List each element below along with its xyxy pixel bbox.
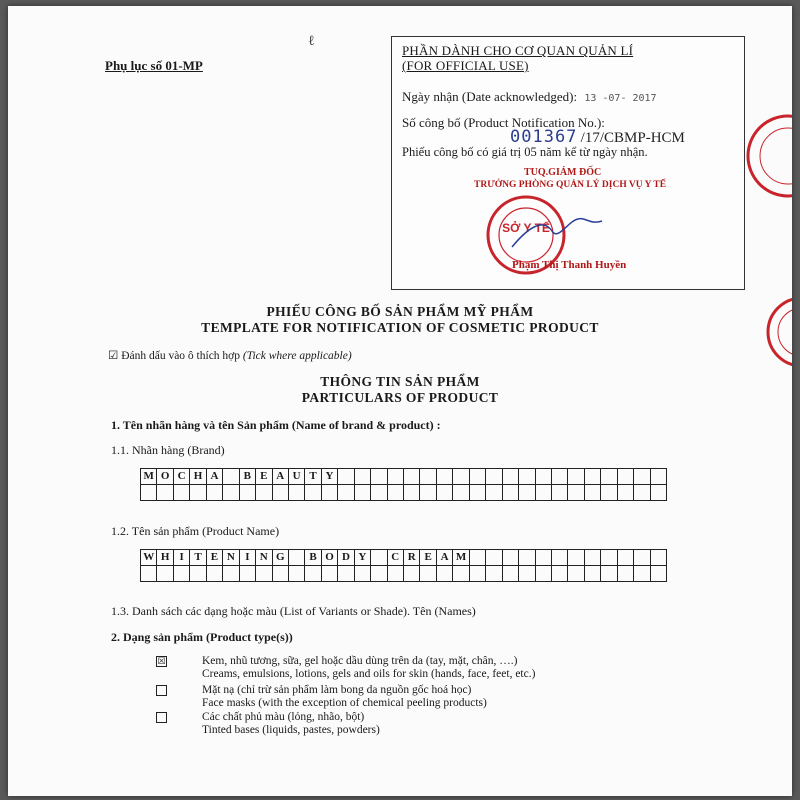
letter-cell: [371, 550, 387, 566]
letter-cell: I: [174, 550, 190, 566]
product-name-label: 1.2. Tên sản phẩm (Product Name): [111, 524, 280, 538]
letter-cell: [404, 485, 420, 501]
letter-cell: [552, 550, 568, 566]
letter-cell: [651, 469, 667, 485]
letter-cell: [453, 566, 469, 582]
letter-cell: [355, 485, 371, 501]
tick-instruction: [108, 348, 352, 362]
letter-cell: [470, 485, 486, 501]
letter-cell: U: [289, 469, 305, 485]
letter-cell: [289, 566, 305, 582]
product-type-vi: Kem, nhũ tương, sữa, gel hoặc dầu dùng trên da (tay, mặt, chân, ….): [202, 655, 518, 667]
letter-cell: [651, 485, 667, 501]
letter-cell: [585, 550, 601, 566]
letter-cell: [601, 566, 617, 582]
letter-cell: H: [190, 469, 206, 485]
letter-cell: [568, 469, 584, 485]
letter-cell: [256, 566, 272, 582]
letter-cell: [141, 566, 157, 582]
letter-cell: [568, 550, 584, 566]
notification-label: Số công bố (Product Notification No.):: [402, 115, 605, 130]
letter-cell: [634, 566, 650, 582]
official-seal-icon: [478, 185, 606, 287]
letter-cell: [552, 485, 568, 501]
letter-cell: [470, 469, 486, 485]
letter-cell: [190, 566, 206, 582]
letter-cell: [470, 566, 486, 582]
letter-cell: [503, 469, 519, 485]
signer-name: Phạm Thị Thanh Huyền: [512, 259, 627, 271]
letter-cell: [453, 469, 469, 485]
letter-cell: [601, 485, 617, 501]
letter-cell: [519, 550, 535, 566]
letter-cell: [240, 566, 256, 582]
letter-cell: [190, 485, 206, 501]
signer-org: TRƯỞNG PHÒNG QUẢN LÝ DỊCH VỤ Y TẾ: [474, 180, 667, 190]
tick-instruction-en: (Tick where applicable): [242, 350, 352, 362]
letter-cell: [486, 469, 502, 485]
letter-cell: [634, 485, 650, 501]
letter-cell: [437, 469, 453, 485]
product-type-checkbox[interactable]: [156, 685, 167, 696]
notification-suffix: /17/CBMP-HCM: [580, 130, 685, 146]
letter-cell: [420, 485, 436, 501]
letter-cell: [552, 566, 568, 582]
document-page: [8, 6, 792, 796]
letter-cell: [634, 469, 650, 485]
product-type-en: Creams, emulsions, lotions, gels and oils for skin (hands, face, feet, etc.): [202, 668, 536, 680]
letter-cell: [618, 485, 634, 501]
letter-cell: A: [273, 469, 289, 485]
official-use-box: [391, 36, 745, 290]
letter-cell: [470, 550, 486, 566]
notification-number: 001367: [510, 127, 578, 147]
date-acknowledged-label: Ngày nhận (Date acknowledged):: [402, 89, 578, 104]
letter-cell: [223, 566, 239, 582]
letter-cell: M: [453, 550, 469, 566]
letter-cell: B: [240, 469, 256, 485]
letter-cell: [618, 469, 634, 485]
validity-text: Phiếu công bố có giá trị 05 năm kể từ ngày nhận.: [402, 145, 648, 159]
letter-cell: E: [207, 550, 223, 566]
notification-number-row: [510, 127, 685, 147]
letter-cell: [322, 485, 338, 501]
letter-cell: I: [240, 550, 256, 566]
letter-cell: [404, 469, 420, 485]
handwritten-mark: ℓ: [308, 34, 315, 49]
letter-cell: [453, 485, 469, 501]
letter-cell: [371, 566, 387, 582]
seal-text: SỞ Y TẾ: [502, 221, 550, 235]
letter-cell: [273, 485, 289, 501]
particulars-title-vi: THÔNG TIN SẢN PHẨM: [320, 374, 480, 389]
letter-cell: [289, 485, 305, 501]
letter-cell: [486, 550, 502, 566]
letter-cell: N: [223, 550, 239, 566]
letter-cell: Y: [322, 469, 338, 485]
product-type-item[interactable]: [156, 711, 380, 737]
letter-cell: [536, 469, 552, 485]
letter-cell: G: [273, 550, 289, 566]
letter-cell: [223, 469, 239, 485]
letter-cell: [420, 469, 436, 485]
letter-cell: [503, 485, 519, 501]
letter-cell: [371, 469, 387, 485]
letter-cell: [355, 566, 371, 582]
letter-cell: [536, 550, 552, 566]
letter-cell: [585, 469, 601, 485]
section-2-heading: 2. Dạng sản phẩm (Product type(s)): [111, 630, 293, 644]
letter-cell: [519, 469, 535, 485]
letter-cell: [601, 550, 617, 566]
letter-cell: [618, 550, 634, 566]
letter-cell: [519, 485, 535, 501]
letter-cell: W: [141, 550, 157, 566]
brand-label: 1.1. Nhãn hàng (Brand): [111, 443, 225, 457]
letter-cell: [338, 485, 354, 501]
letter-cell: [256, 485, 272, 501]
date-acknowledged-row: [402, 89, 657, 105]
letter-cell: [322, 566, 338, 582]
tick-instruction-vi: Đánh dấu vào ô thích hợp: [121, 350, 241, 362]
product-type-en: Tinted bases (liquids, pastes, powders): [202, 724, 380, 736]
letter-cell: [289, 550, 305, 566]
letter-cell: [651, 566, 667, 582]
letter-cell: N: [256, 550, 272, 566]
letter-cell: [355, 469, 371, 485]
letter-cell: O: [322, 550, 338, 566]
letter-cell: [338, 566, 354, 582]
letter-cell: [519, 566, 535, 582]
letter-cell: A: [207, 469, 223, 485]
letter-cell: [585, 566, 601, 582]
letter-cell: B: [305, 550, 321, 566]
letter-cell: [486, 485, 502, 501]
letter-cell: [223, 485, 239, 501]
letter-cell: [634, 550, 650, 566]
template-title-vi: PHIẾU CÔNG BỐ SẢN PHẨM MỸ PHẨM: [266, 304, 534, 319]
letter-cell: T: [305, 469, 321, 485]
letter-cell: R: [404, 550, 420, 566]
product-name-grid: [140, 549, 667, 582]
letter-cell: [503, 550, 519, 566]
date-acknowledged-value: 13 -07- 2017: [584, 93, 657, 104]
official-box-title: [402, 43, 633, 73]
letter-cell: E: [420, 550, 436, 566]
particulars-title-en: PARTICULARS OF PRODUCT: [301, 390, 499, 405]
product-type-item[interactable]: [156, 655, 535, 681]
letter-cell: [420, 566, 436, 582]
letter-cell: [536, 566, 552, 582]
product-type-checkbox[interactable]: [156, 712, 167, 723]
letter-cell: [174, 566, 190, 582]
letter-cell: D: [338, 550, 354, 566]
letter-cell: [338, 469, 354, 485]
letter-cell: [651, 550, 667, 566]
product-type-vi: Các chất phủ màu (lỏng, nhão, bột): [202, 711, 365, 723]
official-box-title-vi: PHẦN DÀNH CHO CƠ QUAN QUẢN LÍ: [402, 43, 634, 58]
letter-cell: [618, 566, 634, 582]
letter-cell: T: [190, 550, 206, 566]
appendix-label: Phụ lục số 01-MP: [105, 58, 203, 73]
letter-cell: M: [141, 469, 157, 485]
letter-cell: O: [157, 469, 173, 485]
product-type-item[interactable]: [156, 684, 487, 710]
letter-cell: [240, 485, 256, 501]
letter-cell: Y: [355, 550, 371, 566]
letter-cell: [157, 485, 173, 501]
letter-cell: [552, 469, 568, 485]
letter-cell: [305, 566, 321, 582]
edge-seal-icon: [732, 106, 792, 206]
official-box-title-en: (FOR OFFICIAL USE): [402, 58, 529, 73]
letter-cell: [141, 485, 157, 501]
template-title-en: TEMPLATE FOR NOTIFICATION OF COSMETIC PRODUCT: [201, 320, 599, 335]
letter-cell: [601, 469, 617, 485]
letter-cell: [568, 566, 584, 582]
letter-cell: [174, 485, 190, 501]
letter-cell: [585, 485, 601, 501]
letter-cell: [568, 485, 584, 501]
letter-cell: [503, 566, 519, 582]
brand-grid: [140, 468, 667, 501]
letter-cell: [273, 566, 289, 582]
product-type-checkbox[interactable]: ☒: [157, 656, 166, 666]
letter-cell: [388, 485, 404, 501]
letter-cell: C: [174, 469, 190, 485]
product-type-vi: Mặt nạ (chỉ trừ sản phẩm làm bong da nguồn gốc hoá học): [202, 684, 472, 696]
product-type-en: Face masks (with the exception of chemical peeling products): [202, 697, 487, 709]
letter-cell: [207, 485, 223, 501]
letter-cell: [437, 566, 453, 582]
letter-cell: [388, 469, 404, 485]
letter-cell: [404, 566, 420, 582]
variants-label: 1.3. Danh sách các dạng hoặc màu (List of Variants or Shade). Tên (Names): [111, 604, 476, 618]
letter-cell: [207, 566, 223, 582]
letter-cell: [157, 566, 173, 582]
letter-cell: E: [256, 469, 272, 485]
letter-cell: [371, 485, 387, 501]
letter-cell: [305, 485, 321, 501]
letter-cell: [388, 566, 404, 582]
letter-cell: C: [388, 550, 404, 566]
tick-box-icon: ☑: [108, 350, 119, 362]
letter-cell: [486, 566, 502, 582]
letter-cell: [536, 485, 552, 501]
section-1-heading: 1. Tên nhãn hàng và tên Sản phẩm (Name of brand & product) :: [111, 418, 441, 432]
letter-cell: [437, 485, 453, 501]
letter-cell: H: [157, 550, 173, 566]
letter-cell: A: [437, 550, 453, 566]
signer-title: TUQ.GIÁM ĐỐC: [524, 167, 602, 178]
